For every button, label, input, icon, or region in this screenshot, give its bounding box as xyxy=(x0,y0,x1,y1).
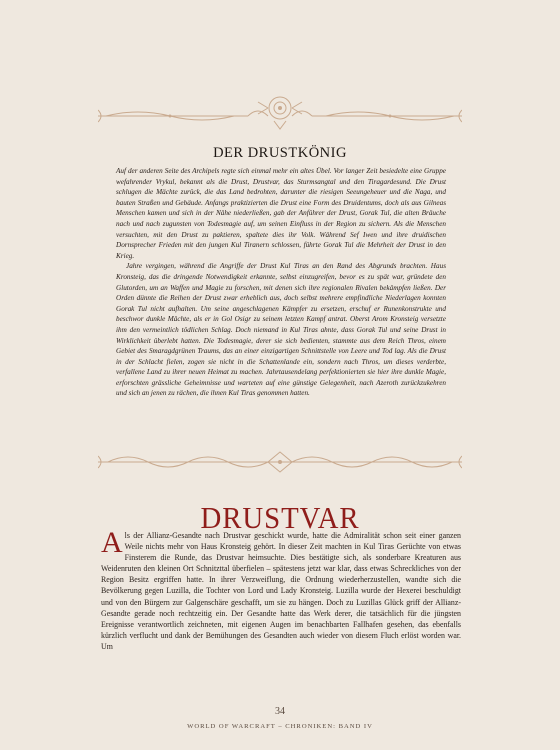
drop-cap: A xyxy=(101,526,123,559)
sidebar-paragraph: Jahre vergingen, während die Angriffe der Drust Kul Tiras an den Rand des Abgrunds brachten. Haus Kronsteig, das die dringende Notwendigkeit erkannte, selbst einzugreifen, bevor es zu spät war, gründete den Glutorden, um an Waffen und Magie zu forschen, mit denen sich ihre regionalen Rivalen bekämpfen ließen. Der Orden dünnte die Reihen der Drust zwar erheblich aus, doch selbst mehrere empfindliche Niederlagen konnten Gorak Tul nicht aufhalten. Um seine angeschlagenen Kämpfer zu ersetzen, erschuf er Runenkonstrukte und beschwor dunkle Mächte, als er in Gol Osigr zu seinem letzten Kampf antrat. Oberst Arom Kronsteig versetzte ihm den vermeintlich tödlichen Schlag. Doch niemand in Kul Tiras ahnte, dass Gorak Tul und seine Drust in Wirklichkeit überlebt hatten. Die Todesmagie, derer sie sich bedienten, stammte aus dem Reich Thros, einem Gebiet des Smaragdgrünen Traums, das an einer einzigartigen Schnittstelle von Leere und Tod lag. Als die Drust in der Schlacht fielen, zogen sie nicht in die Schattenlande ein, sondern nach Thros, um dieses verderbte, verfallene Land zu ihrer neuen Heimat zu machen. Jahrtausendelang perfektionierten sie hier ihre dunkle Magie, erforschten grässliche Geheimnisse und warteten auf eine günstige Gelegenheit, nach Azeroth zurückzukehren und sich an jenen zu rächen, die ihnen Kul Tiras genommen hatten. xyxy=(116,262,446,398)
chapter-title: DRUSTVAR xyxy=(200,500,360,535)
page-number: 34 xyxy=(275,706,285,717)
bottom-ornament xyxy=(98,444,462,480)
main-paragraph-text: ls der Allianz-Gesandte nach Drustvar geschickt wurde, hatte die Admiralität schon seit einer ganzen Weile nichts mehr von Haus Kronsteig gehört. In dieser Zeit machten in Kul Tiras Gerüchte von etwas Finsterem die Runde, das Drustvar heimsuchte. Dies bestätigte sich, als sonderbare Kreaturen aus Weidenruten den kleinen Ort Schnitzttal überfielen – spätestens jetzt war klar, dass etwas Schreckliches von der Region Besitz ergriffen hatte. In ihrer Verzweiflung, die Ordnung wiederherzustellen, wandte sich die Bevölkerung gegen Luzilla, die Tochter von Lord und Lady Kronsteig. Luzilla wurde der Hexerei beschuldigt und von den Bürgern zur Galgenschäre geschafft, um sie zu hängen. Doch zu Luzillas Glück griff der Allianz-Gesandte gerade noch rechtzeitig ein. Der Gesandte hatte das Werk derer, die tatsächlich für die jüngsten Ereignisse verantwortlich zeichneten, mit eigenen Augen im benachbarten Fallhafen gesehen, das ebenfalls kürzlich verflucht und dank der Bemühungen des Gesandten auch wieder von diesem Fluch erlöst worden war. Um xyxy=(101,531,461,651)
sidebar-body xyxy=(116,166,446,399)
main-paragraph xyxy=(101,526,461,652)
footer-book-title: WORLD OF WARCRAFT – CHRONIKEN: BAND IV xyxy=(187,723,373,730)
top-ornament xyxy=(98,88,462,132)
sidebar-title: DER DRUSTKÖNIG xyxy=(213,145,347,161)
main-body xyxy=(101,526,461,652)
sidebar-paragraph: Auf der anderen Seite des Archipels regte sich einmal mehr ein altes Übel. Vor langer Zeit besiedelte eine Gruppe wefahrender Vrykul, bekannt als die Drust, Drustvar, das Sturmsangtal und den Tiragardesund. Die Drust schlugen die Mächte zurück, die das Land bedrohten, darunter die riesigen Seeungeheuer und die Naga, und bauten Straßen und Gebäude. Anfangs praktizierten die Drust eine Form des Druidentums, doch als aus Gilneas Menschen kamen und sich in der Nähe niederließen, gab der Anführer der Drust, Gorak Tul, die alten Bräuche nach und nach zugunsten von Todesmagie auf, um seinen Einfluss in der Region zu sichern. Als die Menschen versuchten, mit den Drust zu paktieren, spaltete dies ihr Volk. Während Sef Iwen und ihre druidischen Dornsprecher Frieden mit den jungen Kul Tiranern schlossen, führte Gorak Tul die Mehrheit der Drust in den Krieg. xyxy=(116,167,446,260)
